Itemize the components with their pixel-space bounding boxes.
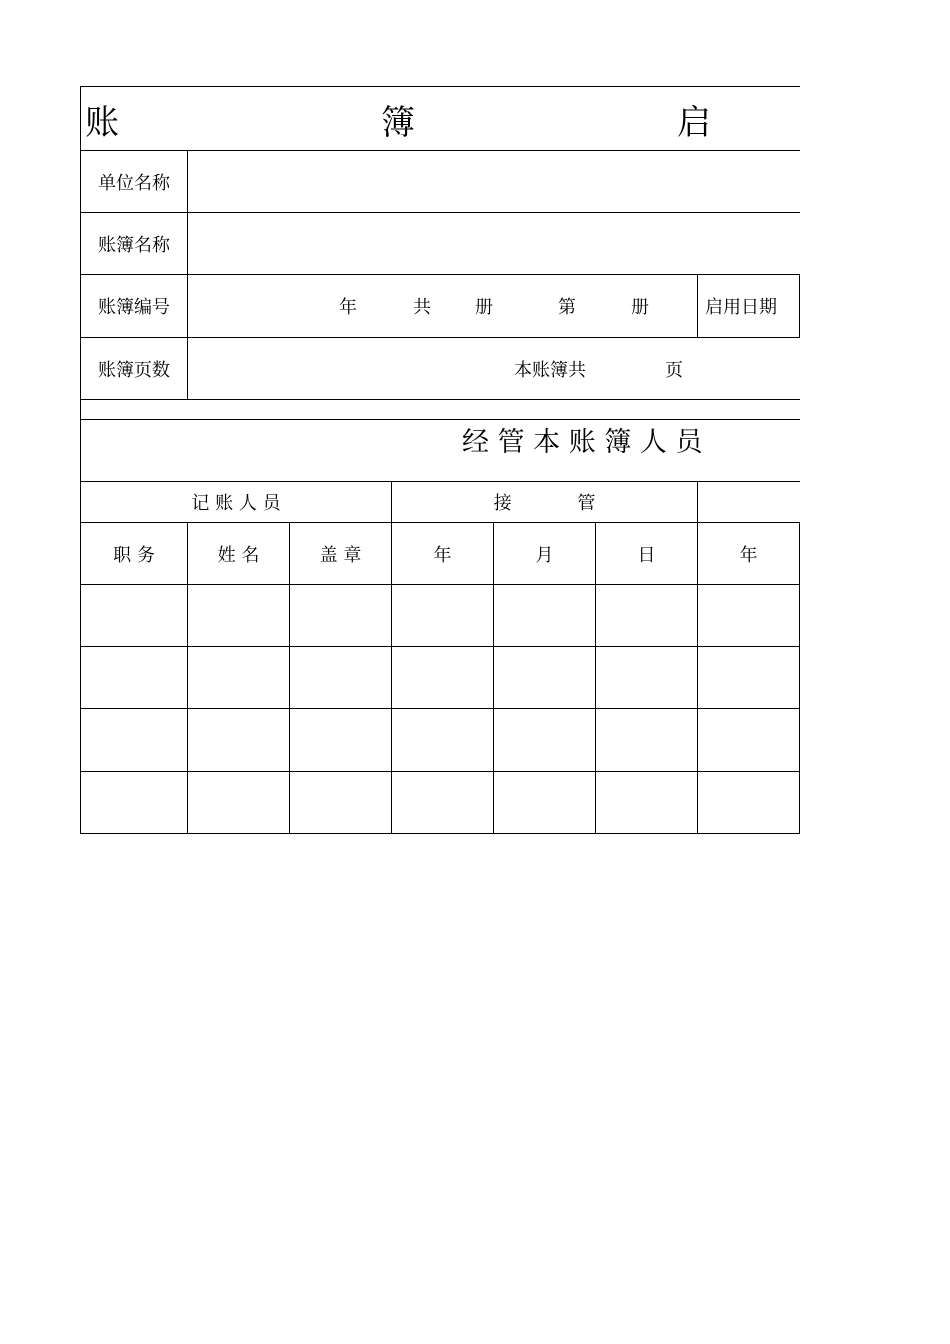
col-month: 月 <box>535 544 554 566</box>
col-year-2: 年 <box>739 544 758 566</box>
grid-line <box>80 86 800 87</box>
takeover-header: 接 管 <box>493 493 596 514</box>
col-position: 职 务 <box>113 544 155 566</box>
book-name-label: 账簿名称 <box>98 234 170 256</box>
grid-line <box>80 274 800 275</box>
staff-heading: 经 管 本 账 簿 人 员 <box>462 426 703 458</box>
book-pages-label: 账簿页数 <box>98 359 170 381</box>
book-number-volume: 册 <box>475 297 493 318</box>
grid-line <box>80 771 800 772</box>
grid-line <box>799 274 800 337</box>
book-number-volume-2: 册 <box>631 297 649 318</box>
grid-line <box>80 833 800 834</box>
title-char: 簿 <box>381 102 415 143</box>
book-number-label: 账簿编号 <box>98 297 170 318</box>
grid-line <box>80 708 800 709</box>
book-name-value[interactable] <box>188 213 800 274</box>
col-seal: 盖 章 <box>319 544 362 566</box>
book-number-year: 年 <box>339 297 357 318</box>
grid-line <box>80 646 800 647</box>
bookkeeper-header: 记 账 人 员 <box>191 493 281 514</box>
grid-line <box>799 522 800 833</box>
start-date-label: 启用日期 <box>705 297 777 318</box>
grid-line <box>80 337 800 338</box>
title-char: 账 <box>85 102 119 143</box>
grid-line <box>80 399 800 400</box>
unit-name-value[interactable] <box>188 151 800 212</box>
book-pages-total: 本账簿共 <box>514 359 586 381</box>
unit-name-label: 单位名称 <box>98 172 170 194</box>
book-number-nth: 第 <box>558 297 576 318</box>
grid-line <box>80 584 800 585</box>
col-day: 日 <box>637 544 656 566</box>
book-pages-unit: 页 <box>665 359 683 381</box>
col-year: 年 <box>433 544 452 566</box>
title-char: 启 <box>677 102 711 143</box>
col-name: 姓 名 <box>217 544 260 566</box>
book-number-total: 共 <box>413 297 431 318</box>
